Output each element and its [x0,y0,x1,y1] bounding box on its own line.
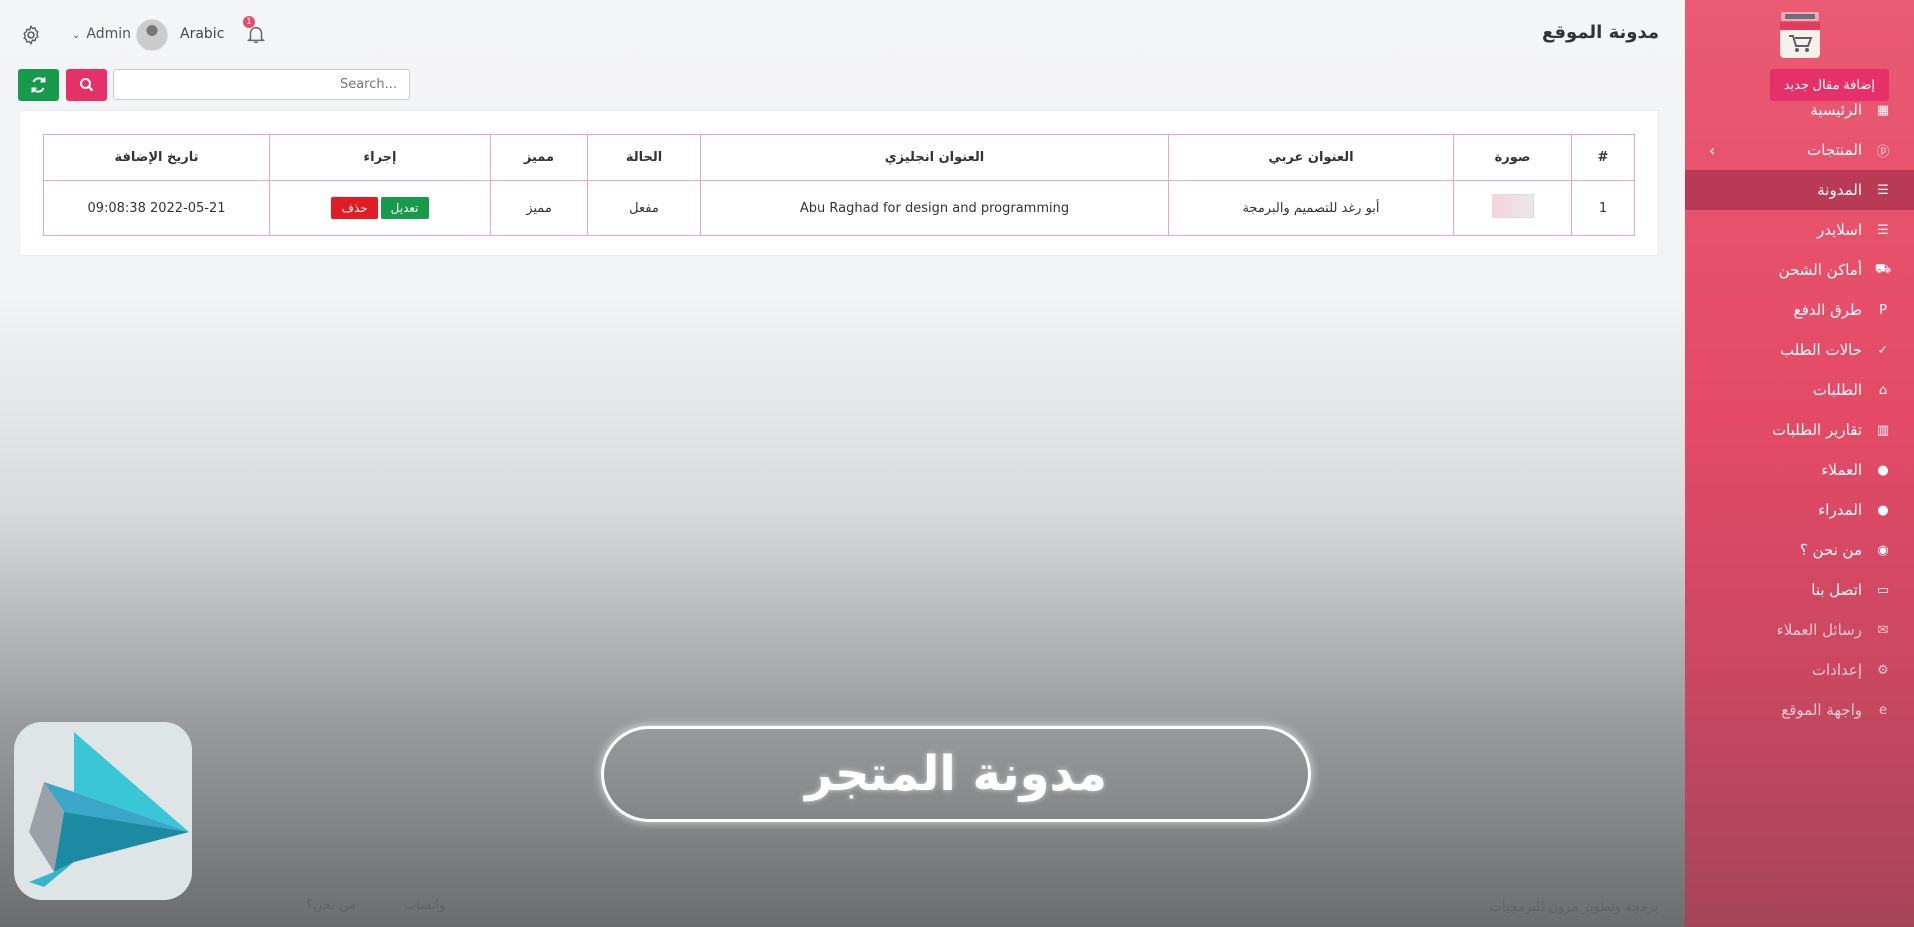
blog-table [43,134,1635,236]
basket-icon: ⌂ [1878,382,1888,398]
sidebar-item-label: رسائل العملاء [1776,621,1862,639]
cell-featured: مميز [491,181,588,236]
sidebar-item-storefront[interactable] [1685,690,1914,730]
cell-actions [270,181,491,236]
avatar[interactable] [136,19,168,51]
search-input[interactable] [113,69,410,100]
sidebar-item-messages[interactable] [1685,610,1914,650]
sidebar-item-settings[interactable] [1685,650,1914,690]
sidebar-item-label: تقارير الطلبات [1771,421,1862,439]
footer-credit: برمجة وتطوير مرون للبرمجيات [1489,900,1658,915]
sidebar-item-label: المدراء [1818,501,1862,519]
chevron-down-icon: ⌄ [72,30,81,41]
col-title-ar: العنوان عربي [1169,135,1454,181]
paypal-icon: P [1879,302,1887,318]
sliders-icon: ☰ [1877,222,1889,238]
sidebar-item-order-status[interactable] [1685,330,1914,370]
col-status: الحالة [588,135,701,181]
sidebar-item-shipping[interactable] [1685,250,1914,290]
sidebar-item-orders[interactable] [1685,370,1914,410]
sidebar-item-label: الطلبات [1812,381,1862,399]
envelope-icon: ✉ [1877,622,1889,638]
search-button[interactable] [66,69,107,101]
cell-title-ar: أبو رغد للتصميم والبرمجة [1169,181,1454,236]
sidebar-item-label: الرئيسية [1810,101,1862,119]
page-title: مدونة الموقع [1541,22,1659,43]
cell-date: 2022-05-21 09:08:38 [44,181,270,236]
browser-icon: e [1879,702,1887,718]
footer-link-whatsapp[interactable]: واتساب [403,898,446,913]
footer-links [262,898,445,913]
sidebar-item-label: العملاء [1821,461,1862,479]
table-row [44,181,1635,236]
add-article-button[interactable]: إضافة مقال جديد [1770,69,1889,101]
dashboard-icon: ▦ [1876,102,1890,118]
product-icon: ⓟ [1876,144,1890,160]
cell-image [1454,181,1572,236]
sidebar [1685,0,1914,927]
sidebar-item-products[interactable] [1685,130,1914,170]
post-thumbnail [1492,194,1534,218]
sidebar-item-order-reports[interactable] [1685,410,1914,450]
sidebar-item-label: إعدادات [1811,661,1862,679]
gear-icon[interactable] [20,24,42,46]
sidebar-item-label: من نحن ؟ [1799,541,1862,559]
sidebar-item-blog[interactable] [1685,170,1914,210]
col-index: # [1572,135,1635,181]
sidebar-item-label: المدونة [1817,181,1862,199]
col-action: إجراء [270,135,491,181]
sidebar-item-label: أماكن الشحن [1778,261,1862,279]
id-card-icon: ▭ [1876,582,1890,598]
refresh-button[interactable] [18,69,59,101]
sidebar-item-about[interactable] [1685,530,1914,570]
col-date: تاريخ الإضافة [44,135,270,181]
sidebar-item-label: اتصل بنا [1811,581,1862,599]
user-name: Admin [86,26,132,42]
sidebar-item-label: المنتجات [1807,141,1862,159]
cell-status: مفعل [588,181,701,236]
table-header-row [44,135,1635,181]
search-icon [66,69,107,101]
col-featured: مميز [491,135,588,181]
sidebar-item-customers[interactable] [1685,450,1914,490]
check-circle-icon: ✓ [1877,342,1889,358]
top-header [0,0,1685,66]
sidebar-item-contact[interactable] [1685,570,1914,610]
edit-button[interactable]: تعديل [381,197,429,219]
channel-logo-icon [14,722,192,900]
footer-link-about[interactable]: من نحن؟ [306,898,356,913]
sidebar-item-label: واجهة الموقع [1781,701,1862,719]
truck-icon: ⛟ [1874,261,1892,277]
user-menu[interactable] [72,26,131,42]
sidebar-item-slider[interactable] [1685,210,1914,250]
blog-table-card [19,110,1659,256]
cell-title-en: Abu Raghad for design and programming [701,181,1169,236]
sidebar-item-admins[interactable] [1685,490,1914,530]
col-title-en: العنوان انجليزي [701,135,1169,181]
cell-index: 1 [1572,181,1635,236]
refresh-icon [18,69,59,101]
chevron-right-icon[interactable]: › [1709,140,1716,160]
sidebar-item-payment[interactable] [1685,290,1914,330]
language-switch[interactable]: Arabic [180,26,225,42]
sliders-icon: ☰ [1877,182,1889,198]
sidebar-item-label: اسلايدر [1817,221,1862,239]
gear-icon: ⚙ [1877,662,1889,678]
notification-badge: 1 [243,16,255,28]
store-logo-icon[interactable] [1777,10,1823,60]
user-icon: ● [1877,502,1889,518]
user-icon: ● [1877,462,1889,478]
chart-icon: ▥ [1876,422,1890,438]
sidebar-item-label: طرق الدفع [1793,301,1862,319]
delete-button[interactable]: حذف [331,197,377,219]
col-image: صورة [1454,135,1572,181]
sidebar-item-label: حالات الطلب [1779,341,1862,359]
eye-icon: ◉ [1877,542,1889,558]
video-caption: مدونة المتجر [601,726,1311,822]
